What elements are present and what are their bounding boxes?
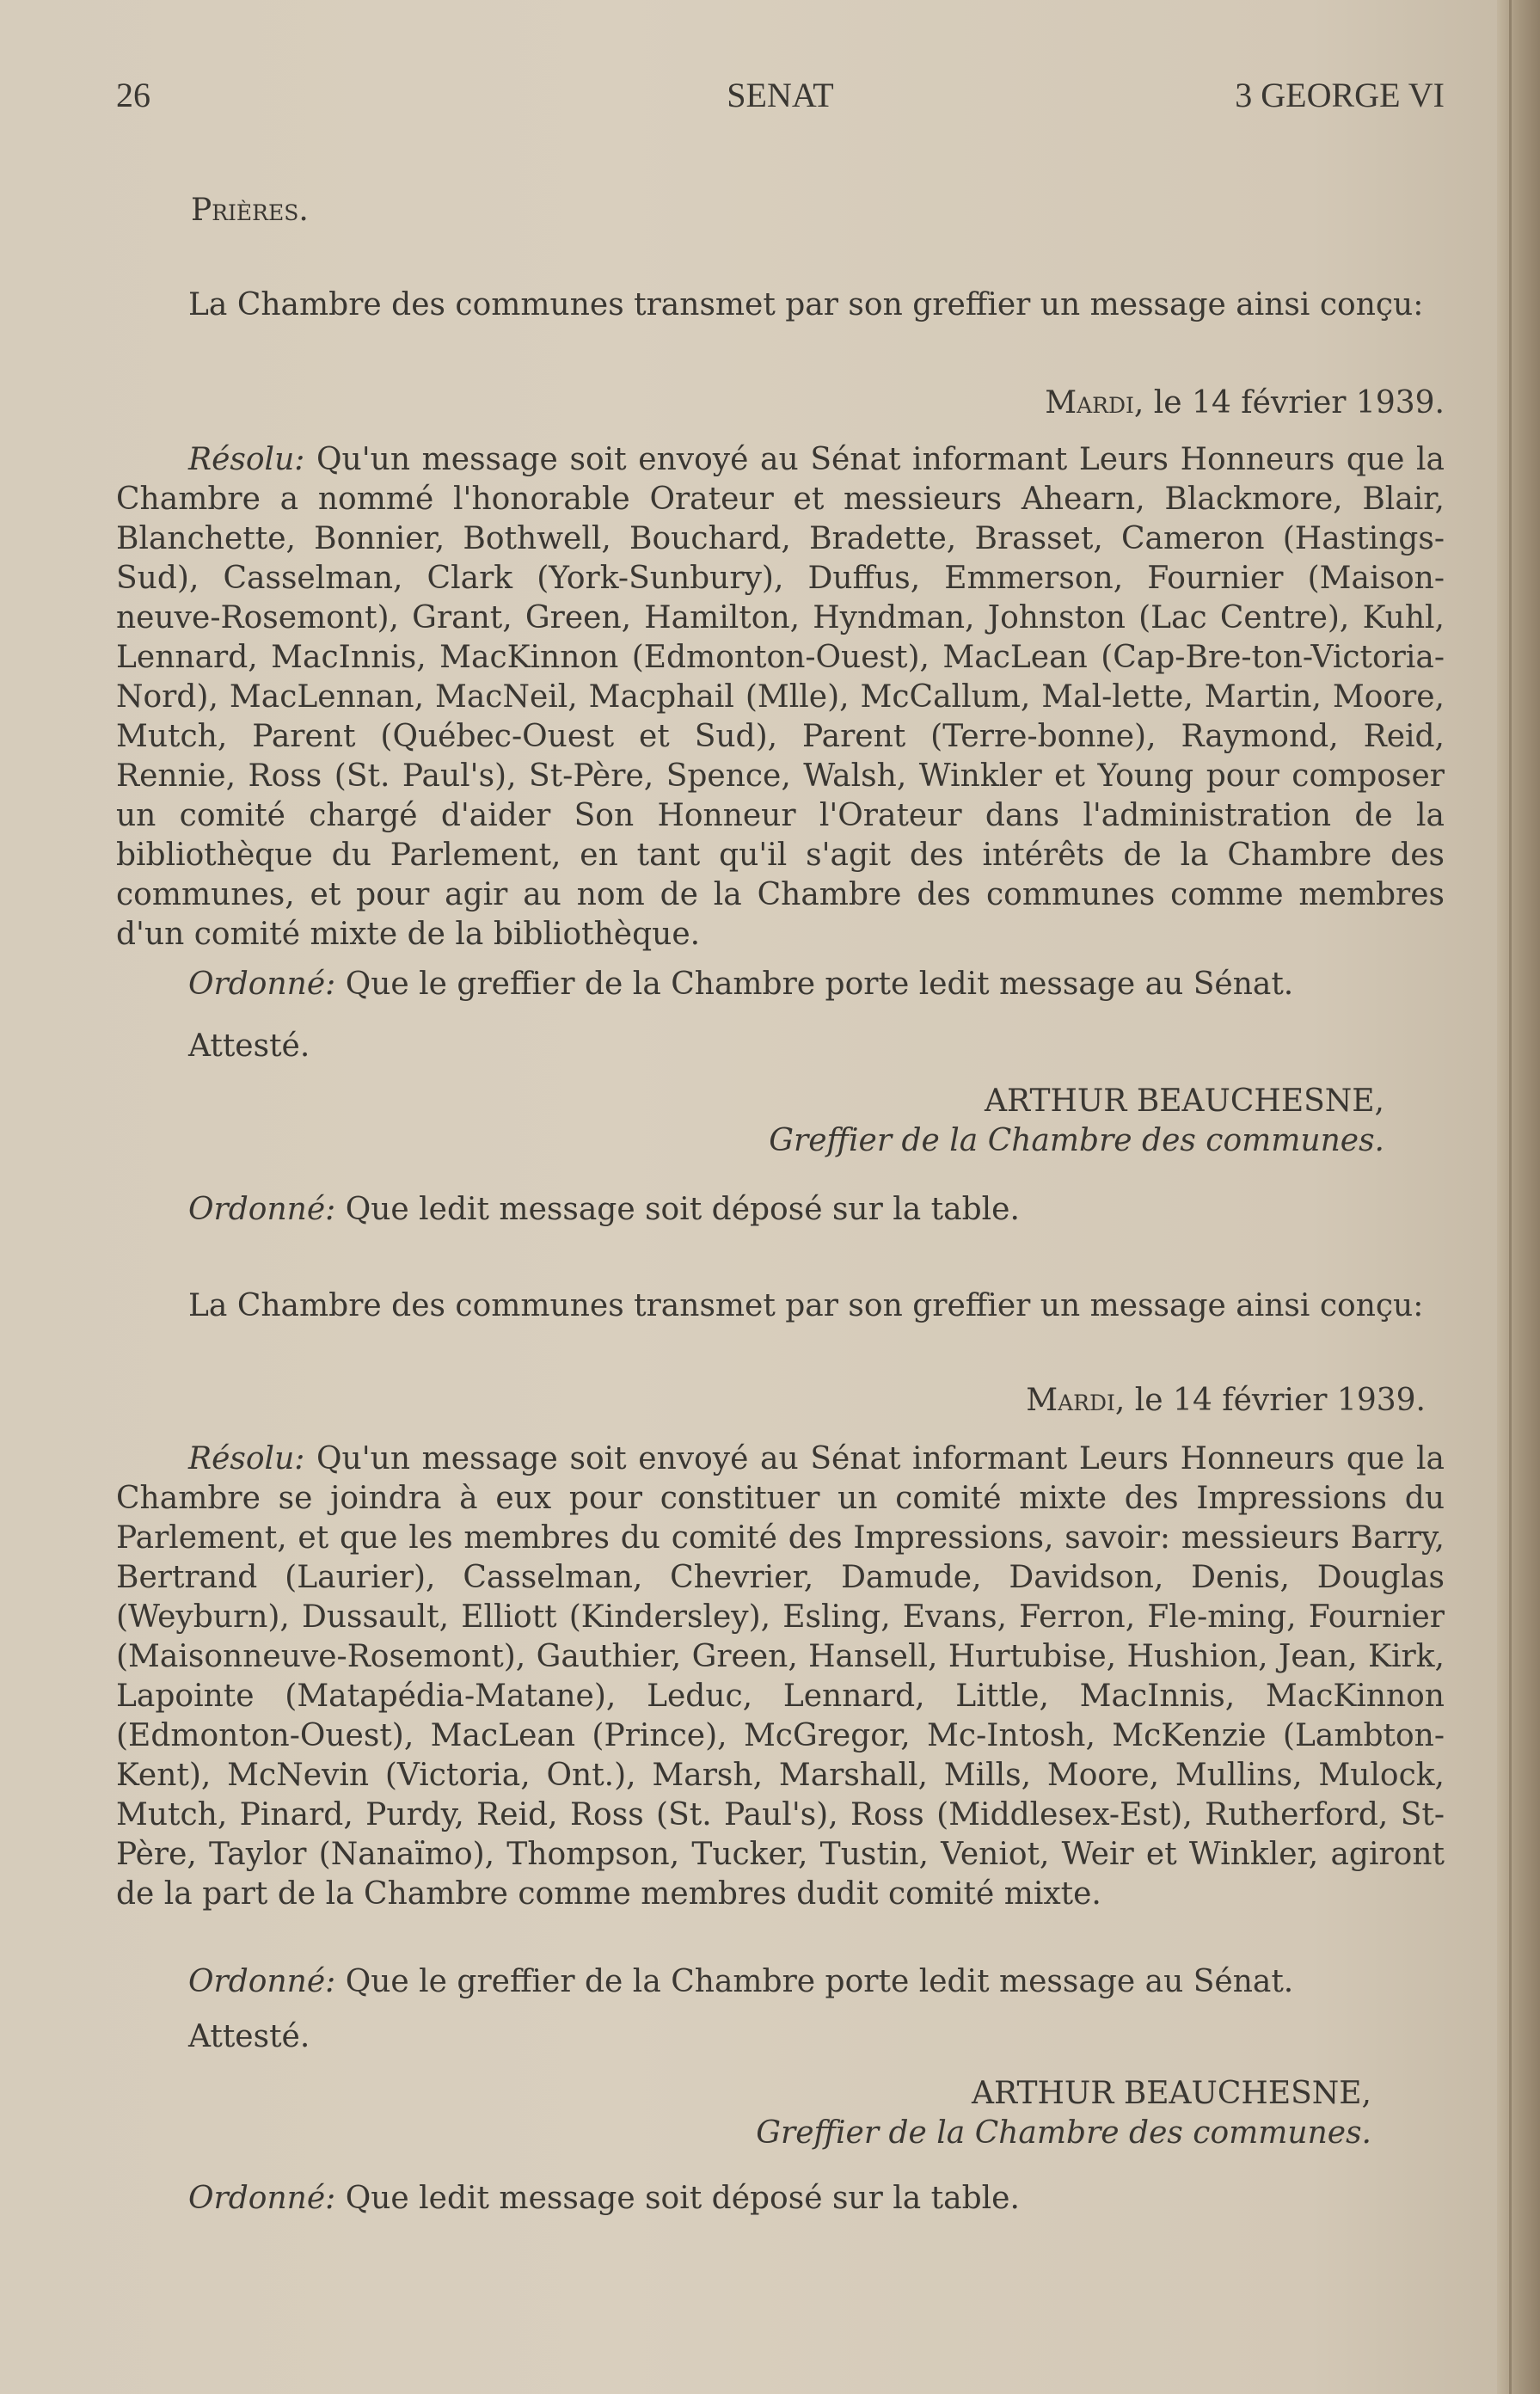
message-1-date: Mardi, le 14 février 1939.	[1045, 385, 1445, 420]
message-2-intro: La Chambre des communes transmet par son greffier un message ainsi conçu:	[188, 1288, 1424, 1323]
message-2-order-1: Ordonné: Que le greffier de la Chambre porte ledit message au Sénat.	[188, 1964, 1294, 1999]
resolu-label: Résolu:	[188, 1441, 305, 1476]
resolution-text: Qu'un message soit envoyé au Sénat informant Leurs Honneurs que la Chambre a nommé l'honorable Orateur et messieurs Ahearn, Blackmore, Blair, Blanchette, Bonnier, Bothwell, Bouchard, Bradette, Brasset, Cameron (Hastings-Sud), Casselman, Clark (York-Sunbury), Duffus, Emmerson, Fournier (Maison-neuve-Rosemont), Grant, Green, Hamilton, Hyndman, Johnston (Lac Centre), Kuhl, Lennard, MacInnis, MacKinnon (Edmonton-Ouest), MacLean (Cap-Bre-ton-Victoria-Nord), MacLennan, MacNeil, Macphail (Mlle), McCallum, Mal-lette, Martin, Moore, Mutch, Parent (Québec-Ouest et Sud), Parent (Terre-bonne), Raymond, Reid, Rennie, Ross (St. Paul's), St-Père, Spence, Walsh, Winkler et Young pour composer un comité chargé d'aider Son Honneur l'Orateur dans l'administration de la bibliothèque du Parlement, en tant qu'il s'agit des intérêts de la Chambre des communes, et pour agir au nom de la Chambre des communes comme membres d'un comité mixte de la bibliothèque.	[116, 442, 1445, 952]
header-right-title: 3 GEORGE VI	[1235, 76, 1445, 114]
message-2-signature	[116, 2074, 1445, 2153]
message-1-signature	[116, 1082, 1445, 1161]
running-header	[116, 76, 1445, 119]
message-1-attested: Attesté.	[188, 1028, 310, 1064]
message-2-attested: Attesté.	[188, 2019, 310, 2054]
message-2-date: Mardi, le 14 février 1939.	[1026, 1383, 1426, 1418]
signer-name: ARTHUR BEAUCHESNE,	[972, 2076, 1371, 2111]
signer-name: ARTHUR BEAUCHESNE,	[985, 1083, 1384, 1119]
header-center-title: SENAT	[727, 76, 834, 114]
resolu-label: Résolu:	[188, 442, 305, 477]
message-1-resolution	[116, 440, 1445, 955]
section-heading: Prières.	[191, 193, 309, 228]
message-1-intro: La Chambre des communes transmet par son greffier un message ainsi conçu:	[188, 287, 1424, 322]
message-1-order-1: Ordonné: Que le greffier de la Chambre porte ledit message au Sénat.	[188, 967, 1294, 1002]
book-spine	[1497, 0, 1540, 2394]
message-1-order-2: Ordonné: Que ledit message soit déposé sur la table.	[188, 1192, 1020, 1227]
resolution-text: Qu'un message soit envoyé au Sénat informant Leurs Honneurs que la Chambre se joindra à eux pour constituer un comité mixte des Impressions du Parlement, et que les membres du comité des Impressions, savoir: messieurs Barry, Bertrand (Laurier), Casselman, Chevrier, Damude, Davidson, Denis, Douglas (Weyburn), Dussault, Elliott (Kindersley), Esling, Evans, Ferron, Fle-ming, Fournier (Maisonneuve-Rosemont), Gauthier, Green, Hansell, Hurtubise, Hushion, Jean, Kirk, Lapointe (Matapédia-Matane), Leduc, Lennard, Little, MacInnis, MacKinnon (Edmonton-Ouest), MacLean (Prince), McGregor, Mc-Intosh, McKenzie (Lambton-Kent), McNevin (Victoria, Ont.), Marsh, Marshall, Mills, Moore, Mullins, Mulock, Mutch, Pinard, Purdy, Reid, Ross (St. Paul's), Ross (Middlesex-Est), Rutherford, St-Père, Taylor (Nanaïmo), Thompson, Tucker, Tustin, Veniot, Weir et Winkler, agiront de la part de la Chambre comme membres dudit comité mixte.	[116, 1441, 1445, 1912]
signer-title: Greffier de la Chambre des communes.	[756, 2115, 1371, 2151]
message-2-order-2: Ordonné: Que ledit message soit déposé sur la table.	[188, 2181, 1020, 2216]
page-number: 26	[116, 76, 150, 114]
signer-title: Greffier de la Chambre des communes.	[769, 1123, 1384, 1158]
message-2-resolution	[116, 1439, 1445, 1914]
